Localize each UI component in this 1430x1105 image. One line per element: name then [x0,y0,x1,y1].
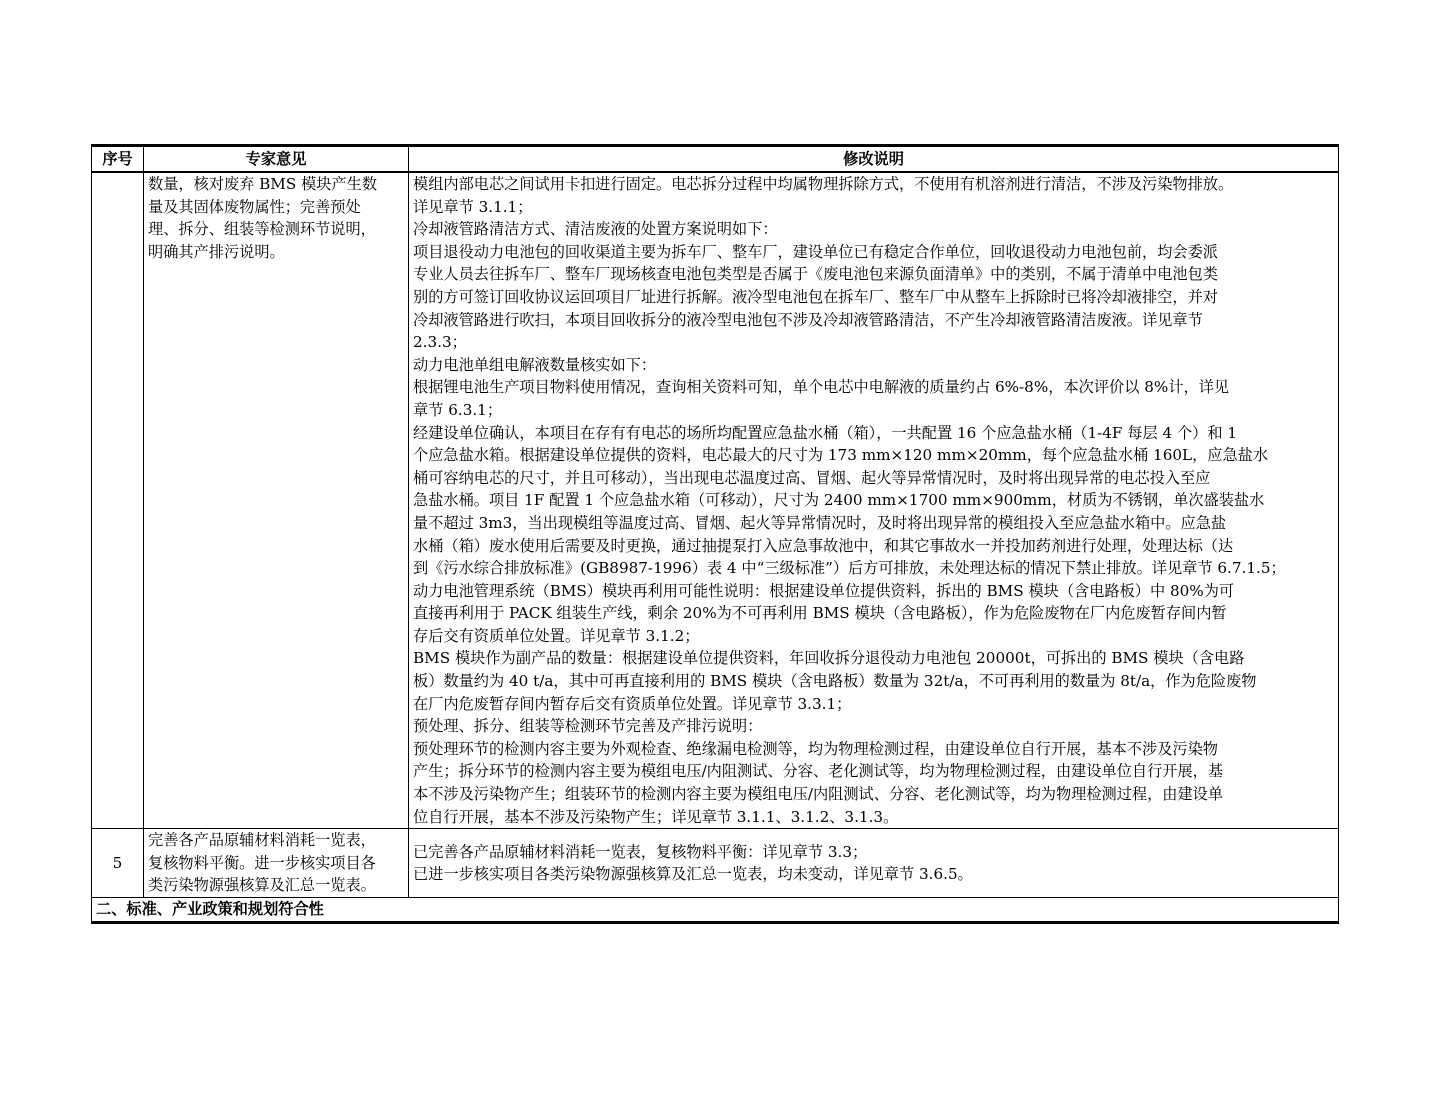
text-line: 存后交有资质单位处置。详见章节 3.1.2； [413,626,700,645]
text-line: 到《污水综合排放标准》(GB8987-1996）表 4 中“三级标准”）后方可排放，未处理达标的情况下禁止排放。详见章节 6.7.1.5； [413,559,1286,578]
text-line: 预处理环节的检测内容主要为外观检查、绝缘漏电检测等，均为物理检测过程，由建设单位自行开展，基本不涉及污染物 [413,739,1218,758]
section-heading: 二、标准、产业政策和规划符合性 [92,898,1339,923]
row-seq: 5 [92,829,144,898]
table-header-row [92,146,1339,173]
text-line: 动力电池管理系统（BMS）模块再利用可能性说明：根据建设单位提供资料，拆出的 BMS 模块（含电路板）中 80%为可 [413,581,1235,600]
text-line: 专业人员去往拆车厂、整车厂现场核查电池包类型是否属于《废电池包来源负面清单》中的类别，不属于清单中电池包类 [413,265,1218,284]
text-line: BMS 模块作为副产品的数量：根据建设单位提供资料，年回收拆分退役动力电池包 20000t，可拆出的 BMS 模块（含电路 [413,649,1245,668]
text-line: 完善各产品原辅材料消耗一览表， [148,831,376,850]
text-line: 桶可容纳电芯的尺寸，并且可移动），当出现电芯温度过高、冒烟、起火等异常情况时，及时将出现异常的电芯投入至应 [413,468,1211,487]
text-line: 根据锂电池生产项目物料使用情况，查询相关资料可知，单个电芯中电解液的质量约占 6%-8%，本次评价以 8%计，详见 [413,378,1230,397]
text-line: 类污染物源强核算及汇总一览表。 [148,876,376,895]
text-line: 动力电池单组电解液数量核实如下： [413,355,656,374]
revision-notes-cell [409,172,1339,829]
expert-opinion-cell [144,829,409,898]
text-line: 产生；拆分环节的检测内容主要为模组电压/内阻测试、分容、老化测试等，均为物理检测过程，由建设单位自行开展，基 [413,762,1224,781]
text-line: 冷却液管路清洁方式、清洁废液的处置方案说明如下： [413,220,778,239]
text-line: 预处理、拆分、组装等检测环节完善及产排污说明： [413,717,763,736]
text-line: 急盐水桶。项目 1F 配置 1 个应急盐水箱（可移动），尺寸为 2400 mm×1700 mm×900mm，材质为不锈钢，单次盛装盐水 [413,491,1265,510]
expert-opinion-cell [144,172,409,829]
text-line: 明确其产排污说明。 [148,242,285,261]
text-line: 已完善各产品原辅材料消耗一览表，复核物料平衡：详见章节 3.3； [413,842,868,861]
text-line: 模组内部电芯之间试用卡扣进行固定。电芯拆分过程中均属物理拆除方式，不使用有机溶剂进行清洁，不涉及污染物排放。 [413,175,1234,193]
section-heading-row [92,898,1339,923]
revision-notes-cell [409,829,1339,898]
table-row [92,172,1339,829]
text-line: 章节 6.3.1； [413,400,503,419]
text-line: 量及其固体废物属性；完善预处 [148,197,361,216]
text-line: 经建设单位确认，本项目在存有有电芯的场所均配置应急盐水桶（箱），一共配置 16 个应急盐水桶（1-4F 每层 4 个）和 1 [413,423,1238,442]
text-line: 别的方可签订回收协议运回项目厂址进行拆解。液冷型电池包在拆车厂、整车厂中从整车上拆除时已将冷却液排空，并对 [413,287,1218,306]
text-line: 详见章节 3.1.1； [413,197,533,216]
table-row [92,829,1339,898]
header-expert-opinion: 专家意见 [144,146,409,173]
text-line: 在厂内危废暂存间内暂存后交有资质单位处置。详见章节 3.3.1； [413,694,852,713]
text-line: 量不超过 3m3，当出现模组等温度过高、冒烟、起火等异常情况时，及时将出现异常的模组投入至应急盐水箱中。应急盐 [413,513,1227,532]
text-line: 本不涉及污染物产生；组装环节的检测内容主要为模组电压/内阻测试、分容、老化测试等，均为物理检测过程，由建设单 [413,785,1224,804]
text-line: 2.3.3； [413,333,467,352]
text-line: 理、拆分、组装等检测环节说明， [148,220,376,239]
text-line: 数量，核对废弃 BMS 模块产生数 [148,175,378,193]
header-revision-notes: 修改说明 [409,146,1339,173]
header-seq: 序号 [92,146,144,173]
text-line: 项目退役动力电池包的回收渠道主要为拆车厂、整车厂，建设单位已有稳定合作单位，回收退役动力电池包前，均会委派 [413,242,1218,261]
text-line: 水桶（箱）废水使用后需要及时更换，通过抽提泵打入应急事故池中，和其它事故水一并投加药剂进行处理，处理达标（达 [413,536,1234,555]
text-line: 已进一步核实项目各类污染物源强核算及汇总一览表，均未变动，详见章节 3.6.5。 [413,865,973,884]
text-line: 复核物料平衡。进一步核实项目各 [148,853,376,872]
text-line: 冷却液管路进行吹扫，本项目回收拆分的液冷型电池包不涉及冷却液管路清洁，不产生冷却液管路清洁废液。详见章节 [413,310,1203,329]
expert-review-table [91,144,1339,924]
row-seq [92,172,144,829]
text-line: 板）数量约为 40 t/a，其中可再直接利用的 BMS 模块（含电路板）数量为 32t/a，不可再利用的数量为 8t/a，作为危险废物 [413,672,1257,691]
text-line: 位自行开展，基本不涉及污染物产生；详见章节 3.1.1、3.1.2、3.1.3。 [413,807,899,826]
text-line: 直接再利用于 PACK 组装生产线，剩余 20%为不可再利用 BMS 模块（含电路板），作为危险废物在厂内危废暂存间内暂 [413,604,1227,623]
text-line: 个应急盐水箱。根据建设单位提供的资料，电芯最大的尺寸为 173 mm×120 mm×20mm，每个应急盐水桶 160L，应急盐水 [413,446,1269,465]
